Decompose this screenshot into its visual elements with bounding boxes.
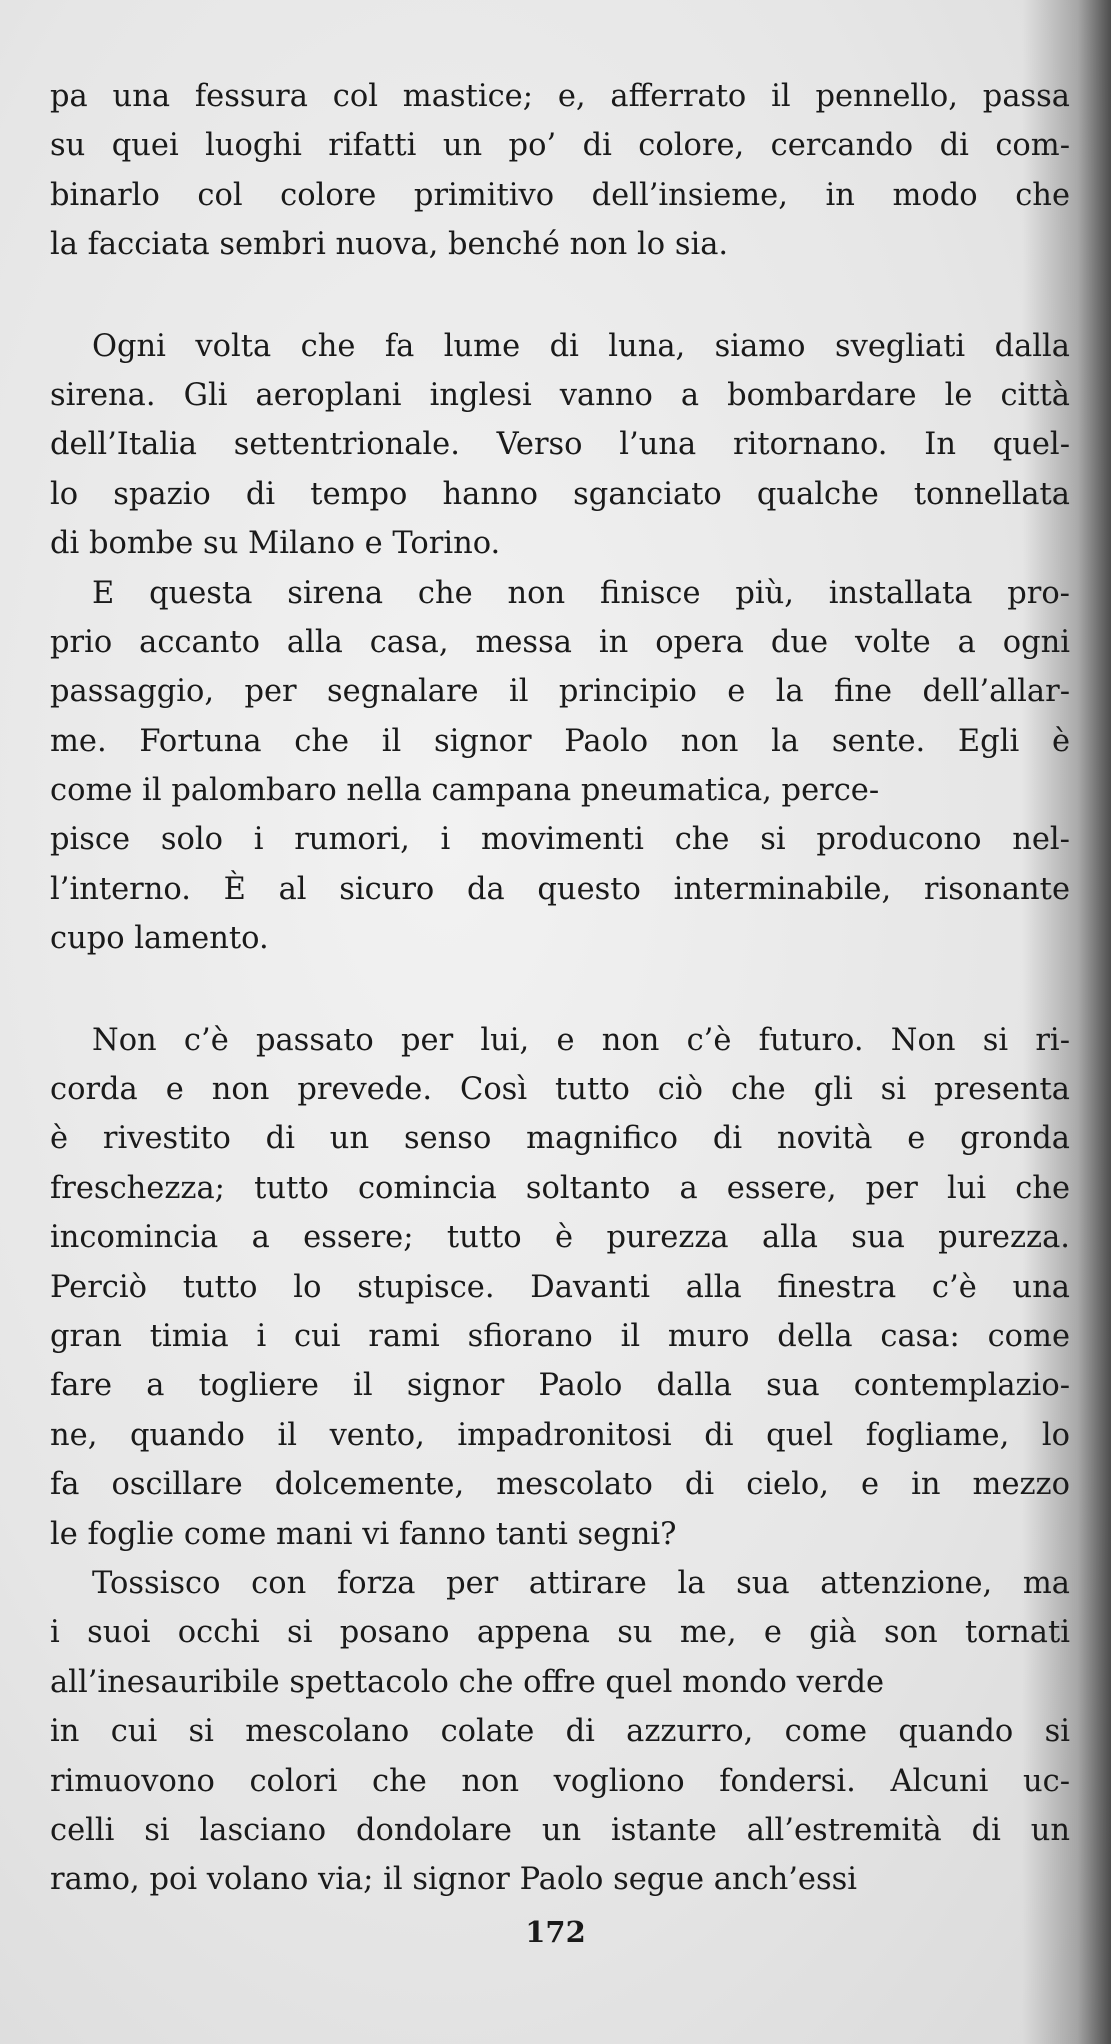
paragraph-gap — [50, 964, 1070, 1016]
text-line: in cui si mescolano colate di azzurro, come quando si — [50, 1714, 1070, 1750]
paragraph-gap — [50, 270, 1070, 322]
text-line: i suoi occhi si posano appena su me, e già son tornati — [50, 1615, 1070, 1651]
text-line: di bombe su Milano e Torino. — [50, 526, 501, 562]
text-line: me. Fortuna che il signor Paolo non la sente. Egli è — [50, 723, 1070, 759]
text-line: incomincia a essere; tutto è purezza alla sua purezza. — [50, 1220, 1070, 1256]
text-line: è rivestito di un senso magnifico di novità e gronda — [50, 1121, 1070, 1157]
text-line: pisce solo i rumori, i movimenti che si producono nel- — [50, 822, 1070, 858]
text-line: gran timia i cui rami sfiorano il muro della casa: come — [50, 1318, 1070, 1354]
text-line: passaggio, per segnalare il principio e la fine dell’allar- — [50, 674, 1070, 710]
body-text — [50, 72, 1070, 1905]
text-line: all’inesauribile spettacolo che offre quel mondo verde — [50, 1664, 885, 1700]
text-line: pa una fessura col mastice; e, afferrato il pennello, passa — [50, 79, 1070, 114]
paragraph — [50, 569, 1070, 964]
text-line: la facciata sembri nuova, benché non lo sia. — [50, 227, 729, 263]
text-line: ramo, poi volano via; il signor Paolo segue anch’essi — [50, 1862, 858, 1898]
text-line: su quei luoghi rifatti un po’ di colore, cercando di com- — [50, 128, 1070, 164]
paragraph — [50, 322, 1070, 569]
text-line: sirena. Gli aeroplani inglesi vanno a bombardare le città — [50, 377, 1070, 413]
text-line: ne, quando il vento, impadronitosi di quel fogliame, lo — [50, 1417, 1070, 1453]
text-line: Tossisco con forza per attirare la sua attenzione, ma — [92, 1565, 1070, 1601]
paragraph — [50, 1016, 1070, 1559]
text-line: binarlo col colore primitivo dell’insieme, in modo che — [50, 177, 1070, 213]
text-line: l’interno. È al sicuro da questo interminabile, risonante — [50, 871, 1070, 907]
text-line: lo spazio di tempo hanno sganciato qualche tonnellata — [50, 476, 1070, 512]
text-line: Perciò tutto lo stupisce. Davanti alla finestra c’è una — [50, 1269, 1070, 1305]
text-line: rimuovono colori che non vogliono fondersi. Alcuni uc- — [50, 1763, 1070, 1799]
text-line: prio accanto alla casa, messa in opera due volte a ogni — [50, 624, 1070, 660]
page-number: 172 — [525, 1915, 586, 1949]
text-line: freschezza; tutto comincia soltanto a essere, per lui che — [50, 1170, 1070, 1206]
text-line: le foglie come mani vi fanno tanti segni? — [50, 1516, 677, 1552]
text-line: fare a togliere il signor Paolo dalla sua contemplazio- — [50, 1368, 1070, 1404]
text-line: come il palombaro nella campana pneumatica, perce- — [50, 773, 880, 809]
text-line: celli si lasciano dondolare un istante all’estremità di un — [50, 1812, 1070, 1848]
text-line: fa oscillare dolcemente, mescolato di cielo, e in mezzo — [50, 1467, 1070, 1503]
text-line: Non c’è passato per lui, e non c’è futuro. Non si ri- — [92, 1022, 1070, 1058]
paragraph — [50, 72, 1070, 270]
paragraph — [50, 1559, 1070, 1905]
text-line: dell’Italia settentrionale. Verso l’una ritornano. In quel- — [50, 427, 1070, 463]
text-line: corda e non prevede. Così tutto ciò che gli si presenta — [50, 1072, 1070, 1108]
text-line: cupo lamento. — [50, 921, 269, 957]
text-line: E questa sirena che non finisce più, installata pro- — [92, 575, 1070, 611]
text-line: Ogni volta che fa lume di luna, siamo svegliati dalla — [92, 328, 1070, 364]
